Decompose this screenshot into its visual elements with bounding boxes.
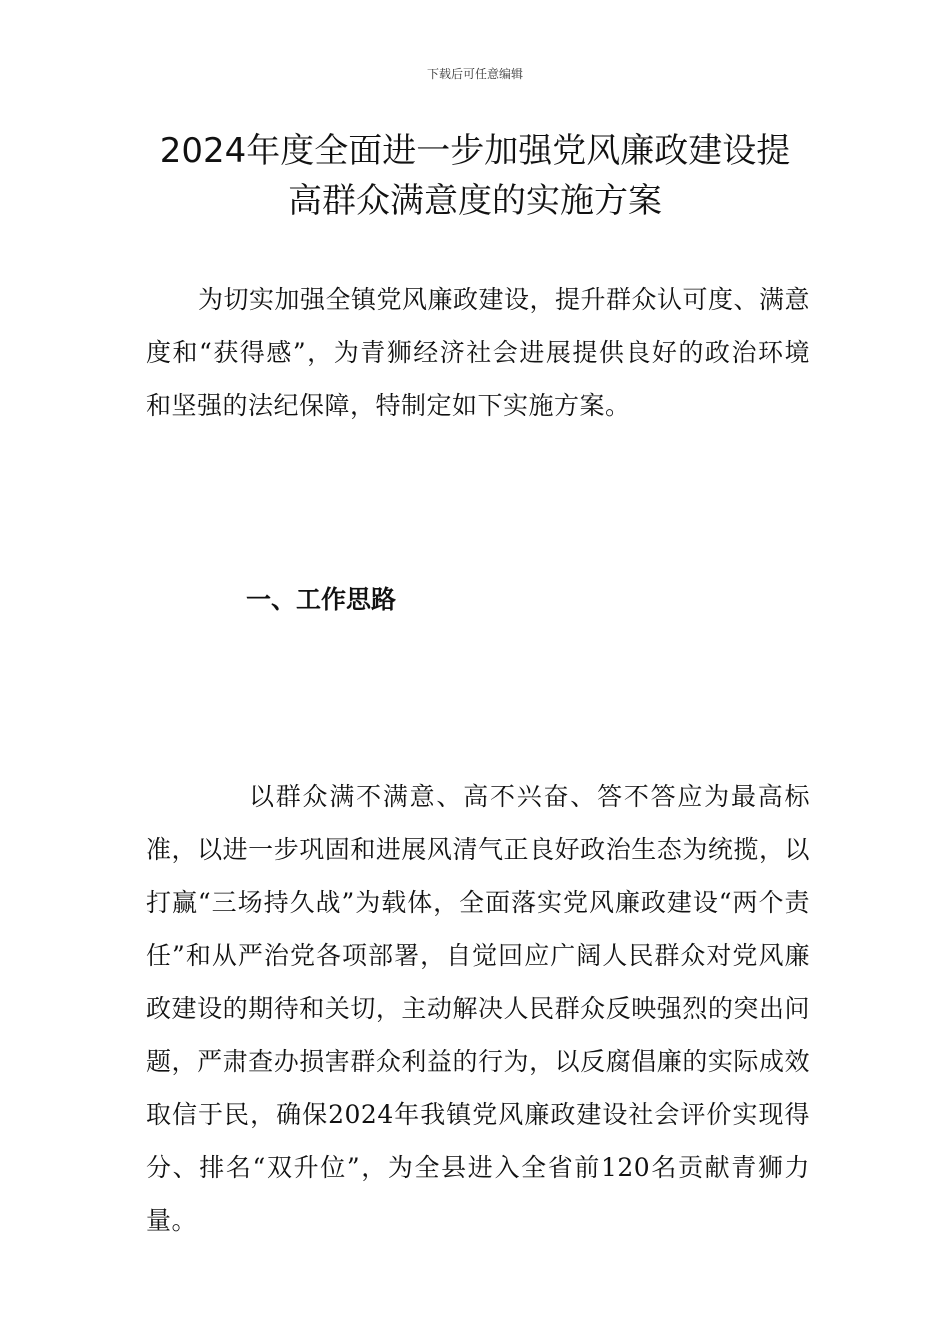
document-title-line-1: 2024年度全面进一步加强党风廉政建设提 <box>159 131 791 171</box>
intro-paragraph: 为切实加强全镇党风廉政建设，提升群众认可度、满意度和“获得感”，为青狮经济社会进展提供良好的政治环境和坚强的法纪保障，特制定如下实施方案。 <box>146 285 811 420</box>
section-heading: 一、工作思路 <box>246 585 397 614</box>
header-note: 下载后可任意编辑 <box>426 67 523 81</box>
document-title-line-2: 高群众满意度的实施方案 <box>288 181 662 221</box>
document-title <box>130 126 820 226</box>
section-paragraph: 以群众满不满意、高不兴奋、答不答应为最高标准，以进一步巩固和进展风清气正良好政治生态为统揽，以打赢“三场持久战”为载体，全面落实党风廉政建设“两个责任”和从严治党各项部署，自觉回应广阔人民群众对党风廉政建设的期待和关切，主动解决人民群众反映强烈的突出问题，严肃查办损害群众利益的行为，以反腐倡廉的实际成效取信于民，确保2024年我镇党风廉政建设社会评价实现得分、排名“双升位”，为全县进入全省前120名贡献青狮力量。 <box>146 782 810 1235</box>
